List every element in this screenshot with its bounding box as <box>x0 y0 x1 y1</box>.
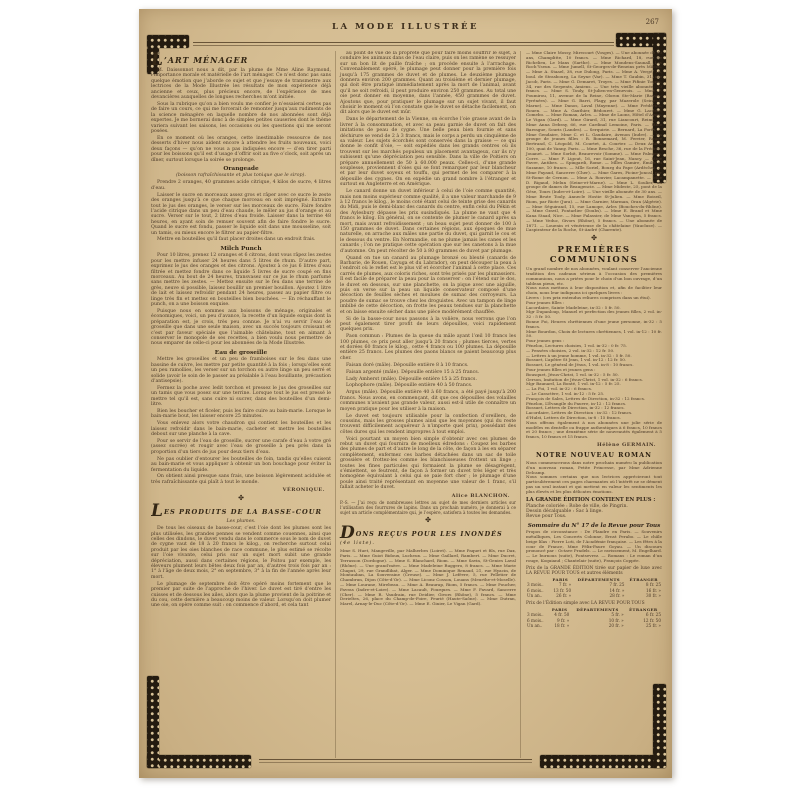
drop-cap: L <box>151 501 164 522</box>
communions-intro: Un grand nombre de nos abonnées, voulant conserver l’ancienne tradition des cadeaux sérieux à l’occasion des premières communions, nous a priées pour le choix d’un bon ouvrage, d’un tableau pieux, etc. Nous nous mettons à leur disposition et, afin de faciliter leur choix, nous leur indiquons ici quelques livres : Livres : (ces prix entendus reliures comprises dans un étui). <box>526 266 662 301</box>
sommaire-heading: Sommaire du N° 17 de la Revue pour Tous <box>527 522 661 529</box>
dons-list-number: (4e liste). <box>340 540 375 547</box>
orangeade-subtitle: (boisson rafraîchissante et plus tonique que le sirop). <box>176 173 306 179</box>
edition-simple-price-table: PARIS DÉPARTEMENTS ÉTRANGER 3 mois.. 4 fr. 50 5 fr. » 6 fr. 25 6 mois.. 9 fr. » 10 fr. » 12 fr. 50 Un an.. 18 fr. » 20 fr. » 25 fr. » <box>527 607 661 628</box>
nouveau-roman-paragraphs: Nous commencerons dans notre prochain numéro la publication d’un nouveau roman, Petite Princesse, par Mme Adrienne Delcamp. Nous sommes certains que nos lectrices apprécieront tout particulièrement ces pages charmantes où l’intérêt ne se dément pas un seul instant et qui mettent en valeur les sentiments les plus élevés et les plus délicates émotions. <box>526 459 662 494</box>
communions-closing: Nous offrons également à nos abonnées une jolie série de modèles en dentelle ou frappe authentiques à 6 francs, 10 francs et 20 francs ; une deuxième série de nouveautés également à 5 francs, 10 francs et 15 francs. <box>526 419 662 440</box>
drop-cap: L <box>151 51 164 70</box>
premieres-communions-heading: PREMIÈRES COMMUNIONS <box>549 245 639 266</box>
art-menager-paragraphs: M. Daissonnot nous a dit, par la plume de Mme Aline Raymond, l’importance morale et matérielle de l’art ménager. Ce n’est donc pas sans quelque émotion que j’aborde ce sujet et que j’essaye de transmettre aux lectrices de la Mode Illustrée les résultats de mon expérience déjà ancienne et ceux, plus précieux encore, de l’expérience de mes devancières auxquelles de longues recherches m’ont initiée. Sous la rubrique qu’on a bien voulu me confier je n’essaierai certes pas de faire un cours, ce qui me forcerait de remonter jusqu’aux rudiments de la science ménagère en laquelle nombre de nos abonnées sont déjà expertes. Je me bornerai donc à de simples petites causeries dont le thème variera suivant les saisons, les occasions ou les questions qui me seront posées. En ce moment où les oranges, cette inestimable ressource de nos desserts d’hiver nous aident encore à attendre les fruits nouveaux, voici deux façons — qu’on ne vous a pas indiquées encore — d’en tirer parti pour les boissons qu’il est d’usage d’offrir soit au five o’clock, soit après un dîner, surtout lorsque la soirée se prolonge. <box>151 68 331 163</box>
donor-list: — Mme Claire Mossy, Mirecourt (Vosges). — Une abonnée de 40 ans, Champlitte, 10 francs. — Mme Richard, 18, rue de Richelieu, Le Mans (Sarthe). — Mme Mondens-Saunall, Les Roch’Yseux. — Mme Jumell, St-Georges-de-Reneins près Mâcon. — Mme A. Staael, 38, rue Dulong, Paris. — Mme A. Vergé, 16, boul. de Strasbourg, La Seyne (Var). — Mme T. Gaubin, 31, rue Jacob, Paris. — Mme G. Demaret, Troyes. — Mme Fifinie Touzin, 34, rue des Serpents, Amiens. — Une très vieille abonnée, 20 francs. — Mme S. Touly, St-Julien-en-Genevois. — Mme F. Poumirou, 11, avenue de la Reine, Oloron Ste-Marie (Basses-Pyrénées). — Mme G. Barri, Flagy, par Mazerole (Seine-et-Marne). — Mme Danos, Laval (Mayenne). — Mme Frédérick, Rouen. — Mme A. Gauthier, Bédouret. — Mme G. Lacoste, Comebo. — Mme Roman, Arles. — Mme de Laons, Hôtel d’Assas, Le Vigan (Gard). — Mme Girard, 31, rue Liancourt, Reims. — Mme Anna Debray, 66, rue Cardinal Lemoine, Paris. — Mme Barrague, Souris (Landes). — Serquirie. — Bernard, La Forêt. — Mme Gendaire, Mme C. et L. Gaudaire, Avenon (Indre). — Un groupe de jeunes filles : R. Bonnemard, M. Ferrier, Rouge Bertrand, C. Léopold, M. Courtet, A. Courter. — Deux Amies, 100, quai de Vanny, Paris. — Mme Besche, 36, rue de la Frédrée, Jouanet. — Mme Sorbit, Beaurevoir (Somme). — Mme Palmiers, Corre. — Mme F. Ligout, 16, rue Saint-Jean, Nancy. — Mme Favre, Antibes. — Spingardi, Rome. — Mlles Gamire, Émilie et Suzanne, 10 francs. — Mlle Soriel, Bourg du Pape (Ardèche). — Mme Fayaud, Sancerre (Cher). — Mme Gares, Picine-Joncal, par St-Rome de Cernon. — Mme A. Rouvier, Lacampanette. — Mlle D. Rigaud, Melun (Seine-et-Marne). — Mme L. Soulier, un groupe de dames de Beaugencie. — Mme Mideste, 25, pont de la Gése, Tours (Indre-et-Loire). — Une vieille abonnée de 30 ans. — Mme Brute Tooly, Annecle Hostie St-Julien. — Mme Boiseil, Riom, par Riote (Jura). — Mme Garnier, Marman, Oran (Algérie). — Mme Séguirand, 15, rue Lamope, Arles (Bouches-du-Rhône). — Mme Gravil, Fontarlier (Doubs). — Mme E. Brand et Mme Kana Staad, Nice. — Mme Falassier, de Mme Vanegon, 5 francs. — Mme Veduc, Givors (Rhône), 5 francs. — Une abonnée de 1871. — Louenin et vénérieuse de la châtelaine (Vaucluse). — L’aspirateur de la Roche, St-André (Charente). <box>526 51 662 233</box>
orangeade-heading: Orangeade <box>223 165 259 172</box>
grande-edition-price-table: PARIS DÉPARTEMENTS ÉTRANGER 3 mois.. 7 fr. » 7 fr. 25 8 fr. 25 6 mois.. 13 fr. 50 14 fr. » 16 fr. » Un an.. 26 fr. » 28 fr. » 30 fr. » <box>527 577 661 598</box>
dons-entries: Mme S. Huet, Mangeville, par Malherbes (Loiret). — Mme Paquet et fils, rue Dax, Paris. — Mme Guiot Bidoux, Lucheux. — Mme Gaillard, Rambert. — Mme Ducret, Terrasson (Dordogne). — Mme S. Blanchard, Riom. — Mme Savin, St-Genies Laval (Rhône). — Une grand’mère. — Mme Madeleine Ruggero, 8 francs. — Mme Marie Chaput, 29, rue Grandlibat, Alger. — Mme Dominique Renaud, 21, rue Hyacin, de Montauban, La Souveraine (Creuse). — Mme J. Lefèvre, 5, rue Pelletier de Chambrun, Dijon (Côte-d’Or). — Mme Liconz Cosson, Louans (Meurthe-et-Moselle). — Mme Lourane, Mirebeau. — Mme A. Beaurap, Riom, 5 francs. — Mme Poucher, Favras (Indre-et-Loire). — Mme Lacault, Fourques. — Mme F. Favard, Sancerre (Cher). — Mme R. Vaudrain, rue Deidier, Givors (Rhône), 5 francs. — Mme Derieltes, 26, place du Champ-de-Foire, Feurié (Haute-Saône). — Mme Dutran, Marel, Arnay-le-Duc (Côte-d’Or). — Mme E. Ginier, Le Vigan (Gard). <box>340 548 516 607</box>
magazine-page-scan <box>139 9 672 778</box>
basse-cour-paragraphs: De tous les oiseaux de basse-cour, c’est l’oie dont les plumes sont les plus utilisées, les grandes pennes se vendent comme couennes, ainsi que celles des dindons, le duvet vendu dans le commerce sous le nom de duvet de cygne vaut de 18 à 20 francs le kilog., on recherche surtout celui produit par les oies blanches de race commune, le plus estimé se récolte sur l’oie vivante, celui pris sur un sujet mort subit une grande dépréciation, aussi dans certaines régions, le Poitou par exemple, les éleveurs plument leurs bêtes deux fois par an, d’autres trois fois par an : 1° à l’âge de deux mois, 2° en septembre, 3° à la fin de l’année après leur mort. Le plumage de septembre doit être opéré moins fortement que le premier par suite de l’approche de l’hiver. Le duvet est tiré d’entre les cuisses et de dessous les ailes, alors que la plume provient de la poitrine et du cou, cette dernière a beaucoup moins de valeur. Lorsqu’on doit plumer une oie, on opère comme suit : on commence d’abord, et cela tant <box>151 526 331 609</box>
column-left <box>151 51 335 758</box>
art-menager-title: L’ART MÉNAGER <box>151 51 249 70</box>
grande-edition-items: Planche coloriée : Robe de ville, de Pingrin. Dessin décalquable : Sac à linge. Revue pour Tous. <box>526 503 628 520</box>
nouveau-roman-heading: NOTRE NOUVEAU ROMAN <box>536 450 652 459</box>
milch-punch-paragraphs: Pour 10 litres, prenez 12 oranges et 6 citrons, dont vous râpez les zestes pour les mettre infuser 24 heures dans 5 litres de rhum. D’autre part, exprimez le jus des oranges et des citrons. Ajoutez à ce jus 6 litres d’eau filtrée et mettez fondre dans ce liquide 5 livres de sucre coupé en fins morceaux. Au bout de 24 heures, transvasez sur ce jus le rhum parfumé sans mettre les zestes. — Mettez ensuite sur le feu dans une terrine de grès, neuve si possible, laissez bouillir un premier bouillon. Ajoutez 1 litre de lait et laissez refroidir pendant 24 heures, passez au papier filtre ou linge très fin et mettez en bouteilles bien bouchées. — En réchauffant le punch, on a une boisson exquise. Puisque nous en sommes aux boissons de ménage, originales et économiques, voici, un peu d’avance, la recette d’un liquide exquis dont la préparation est, je crois, très peu connue. Je n’ai vu servir l’eau de groseille que dans une seule maison, avec un succès toujours croissant et c’est par faveur spéciale que l’aimable châtelaine, tout en aimant à conserver le monopole de ses recettes, a bien voulu nous permettre de nous emparer de celle-ci pour les abonnées de la Mode Illustrée. <box>151 253 331 347</box>
eau-groseille-paragraphs: Mettre les groseilles et un peu de framboises sur le feu dans une bassine de cuivre, les mettre par petite quantité à la fois ; lorsqu’elles sont un peu ramollies, les verser sur un torchon ou autre linge un peu serré et solide (avoir le soin de le passer au préalable à l’eau bouillante, précaution d’antisepsie). Fermez la poche avec ledit torchon et pressez le jus des groseilles sur un tamis que vous posez sur une terrine. Lorsque tout le jus est pressé le mettre tel qu’il est, sans cuire ni sucrer, dans des bouteilles d’un demi-litre. Bien les boucher et ficeler, puis les faire cuire au bain-marie. Lorsque le bain-marie bout, les laisser encore 25 minutes. Vous enlevez alors votre chaudron qui contient les bouteilles et les laissez refroidir dans le bain-marie, cacheter et mettre les bouteilles debout sur une planche à la cave. Pour se servir de l’eau de groseille, sucrer une carafe d’eau à votre gré (assez sucrée) et rougir avec l’eau de groseille à peu près dans la proportion d’un tiers de jus pour deux tiers d’eau. Ne pas oublier d’entourer les bouteilles de foin, tandis qu’elles cuisent au bain-marie et vous appliquer à obtenir un bon bouchage pour éviter la fermentation du liquide. On obtient ainsi presque sans frais, une boisson légèrement acidulée et très rafraîchissante qui plaît à tout le monde. <box>151 357 331 485</box>
page-columns <box>151 51 662 758</box>
section-divider-ornament: ✤ <box>591 234 597 243</box>
drop-cap: D <box>340 523 356 544</box>
column-right <box>520 51 662 758</box>
basse-cour-continued-paragraphs: au point de vue de la propreté que pour faire moins souffrir le sujet, à conduire les animaux dans de l’eau claire, puis on les ramène se ressuyer sur un bon lit de paille fraîche ; on procède ensuite à l’arrachage. Convenablement opéré, le plumage peut donner pour la première fois jusqu’à 175 grammes de duvet et de plumes. Le deuxième plumage donnera environ 200 grammes. Quant au troisième et dernier plumage, qui doit être pratiqué immédiatement après la mort de l’animal, avant qu’il ne soit refroidi, il peut produire environ 250 grammes. Au total une oie peut donner en moyenne, dans l’année, 450 grammes de duvet. Ajoutons que, pour pratiquer le plumage sur un sujet vivant, il faut choisir le moment où l’on constate que le duvet se détache facilement, on dit alors que le duvet est mûr. Dans le département de la Vienne, on écorche l’oie grasse avant de la livrer à la consommation, et avec sa peau garnie de duvet on fait des imitations de peau de cygne. Une belle peau bien fournie et sans déchirure se vend de 2 à 3 francs, mais le corps a perdu un cinquième de sa valeur. Les sujets écorchés sont conservés dans la graisse — ce qui donne le confit d’oie, — soit expédiés dans les grands centres où ils trouvent sur les marchés populeux un placement avantageux, car ils n’y subissent qu’une dépréciation peu sensible. Dans la ville de Poitiers on prépare annuellement de 50 à 60.000 peaux. Celles-ci, d’une grande souplesse, proviennent d’oies qui se font remarquer par leur blancheur et par leur duvet soyeux et touffu, qui permet de les comparer à la dépouille des cygnes. On en expédie un grand nombre à l’étranger et surtout en Angleterre et en Amérique. Le canard donne un duvet inférieur à celui de l’oie comme quantité, mais non moins supérieur comme qualité, il a une valeur marchande de 9 à 12 francs le kilog., le moins coté étant celui de teinte grise des canards du Midi, puis le demi-blanc des canards du centre, enfin celui du Pékin et des Aylesbury dépasse les prix susindiqués. La plume ne vaut que 4 francs le kilog. En général, on se contente de plumer le canard après sa mort, mais avant refroidissement ; un beau sujet peut donner de 100 à 150 grammes de duvet. Dans certaines régions, aux époques de mue naturelle, on arrache aux mâles une partie du duvet, qui garnit le cou et le dessous du ventre. En Normandie, on ne plume jamais les canes et les canards ; l’on ne pratique cette opération que sur les canetons à la mue d’automne. On peut récolter de 50 à 80 grammes de duvet par plumage. Quand on tue un canard au plumage bronzé ou bleuté (canards de Barbarie, de Rouen, Cayuga et du Labrador), on peut découper la peau à l’endroit où le reflet est le plus vif et écorcher l’animal à cette place. Ces carrés de plumes, aux coloris riches, sont très prisés par les plumassiers. Il est facile de préparer la peau pour la conserver : on l’étend sur le dos, le duvet en dessous, sur une planchette, on la pique avec une aiguille, puis on verse sur la peau un liquide conservateur composé d’une décoction de feuilles sèches et moulues de sumac des corroyeurs. La poudre de sumac se trouve chez les droguistes. Avec un tampon de linge imbibé de cette décoction, on frotte les peaux tendues sur la planchette et on laisse ensuite sécher dans une pièce modérément chauffée. Si de la basse-cour nous passons à la volière, nous verrons que l’on peut également tirer profit de leurs dépouilles, voici rapidement quelques prix. Paon commun : Plumes de la queue du mâle ayant l’œil 10 francs les 100 plumes, ce prix peut aller jusqu’à 20 francs ; plumes tierces, vertes et dorées 60 francs le kilog., cette 4 francs ou 100 plumes. La dépouille entière 25 francs. Les plumes des paons blancs se paient beaucoup plus cher. Faisan doré (mâle). Dépouille entière 8 à 10 francs. Faisan argenté (mâle). Dépouille entière 15 à 25 francs. Lady Amherst (mâle). Dépouille entière 15 à 25 francs. Lophophore (mâle). Dépouille entière 40 à 50 francs. Argus (mâle). Dépouille entière 40 à 60 francs, a été payé jusqu’à 200 francs. Nous avons, en commençant, dit que ces dépouilles des volailles communes n’avaient pas grande valeur, aussi est-il utile de connaître un moyen pratique pour les utiliser à la maison. Le duvet est toujours utilisable pour la confection d’oreillers, de coussins, mais les grosses plumes ainsi que les moyennes (qui du reste trouvent difficilement acquéreur à n’importe quel prix), possédant des côtes dures qui les rendent impropres à tout emploi. Voici pourtant un moyen bien simple d’obtenir avec ces plumes de rebut un duvet qui fournira de moelleux édredons : Coupez les barbes des plumes de part et d’autre le long de la côte, de façon à les en séparer complètement, enfermez ces barbes détachées dans un sac de toile grossière et frottez-les comme les blanchisseuses frottent un linge ; toutes les fines particules qui formaient la plume se désagrègent, s’émiettent, se feutrent, de façon à former un duvet très léger et très homogène équivalant à celui qui se paie fort cher ; le plumage d’une poule ainsi traité représentant en moyenne une valeur de 1 franc, s’il fallait acheter le duvet. <box>340 51 516 491</box>
grande-edition-heading: LA GRANDE ÉDITION CONTIENT EN PLUS : <box>526 496 656 503</box>
veronique-signature: VÉRONIQUE. <box>282 487 325 494</box>
postscript: P.-S. — J’ai reçu de nombreuses lettres au sujet de mes derniers articles sur l’utilisation des fourrures de lapins. Dans un prochain numéro, je donnerai à ce sujet un article complémentaire qui, je l’espère, satisfera à toutes les demandes. <box>340 499 516 515</box>
top-rule <box>193 42 614 46</box>
page-number: 267 <box>645 18 659 26</box>
edition-simple-price-title: Prix de l’Édition simple avec LA REVUE POUR TOUS <box>526 601 645 607</box>
germain-signature: Hélène GERMAIN. <box>596 441 656 448</box>
dons-inondes-title: DONS REÇUS POUR LES INONDÉS (4e liste). <box>340 523 503 547</box>
eau-groseille-heading: Eau de groseille <box>214 349 268 356</box>
basse-cour-subtitle: Les plumes. <box>226 519 256 525</box>
orangeade-paragraphs: Prendre 2 oranges, 40 grammes acide citrique, 4 kilos de sucre, 4 litres d’eau. Laisser le sucre en morceaux assez gros et râper avec ce sucre le zeste des oranges jusqu’à ce que chaque morceau en soit imprégné. Extraire tout le jus des oranges, le verser sur les morceaux de sucre. Faire fondre l’acide citrique dans un peu d’eau chaude, le mêler au jus d’orange et au sucre. Verser sur le tout, 2 litres d’eau froide. Laisser dans la terrine 48 heures, en ayant soin de remuer souvent afin de faire fondre le sucre. Quand le sucre est fondu, passer le liquide soit dans une mousseline, soit un tamis, ou mieux encore le filtrer au papier-filtre. Mettre en bouteilles qu’il faut placer droites dans un endroit frais. <box>151 180 331 243</box>
basse-cour-title: LES PRODUITS DE LA BASSE-COUR <box>151 501 322 522</box>
column-middle <box>335 51 520 758</box>
section-divider-ornament: ✤ <box>425 516 431 525</box>
blanchon-signature: Alice BLANCHON. <box>451 492 510 499</box>
section-divider-ornament: ✤ <box>238 494 244 503</box>
milch-punch-heading: Milch Punch <box>220 245 262 252</box>
bottom-rule <box>259 759 532 763</box>
sommaire-text: Propos de circonstance : De Flandre en Paris. — Souvenirs métalliques, Les Concerts Colonne, Ernst Perabo. — Le châle beige lilas : Pierre Loti, de l’Académie française. — Les fêtes à la cour de France, Mme Félix-Faure Goyau. — Un discours prononcé par : Octave Pradels. — Le ravissement, M. Engelhard. — Le burnous (suite), Pontsevrez. — Romans : Le roman d’un rouge, Koquiand ; Chantelair (suite), François Coppée. <box>526 529 662 564</box>
journal-title: LA MODE ILLUSTRÉE <box>331 22 479 32</box>
grande-edition-price-title: Prix de la GRANDE ÉDITION tirée sur papier de luxe avec LA REVUE POUR TOUS et autres éléments <box>526 565 662 577</box>
communions-book-list: Pour jeunes filles : Lacordaire, Sainte Madeleine, in-32 : 5 fr. 50. Mgr Dupanloup, Manuel et perfection des jeunes filles, 2 vol. in-32 : 5 fr. 50. Bonne Foi, Heures chrétiennes d’une jeune personne, in-32 : 5 francs. Mme Bourdon, Choix de lectures chrétiennes, 1 vol. in-12 : 10 fr. 50. Pour jeunes gens : Fénelon, Lectures choisies, 1 vol. in-32 : 0 fr. 75. — Pensées choisies, 2 vol. in-32 : 12 fr. 50. — Lettres à un jeune homme, 1 vol. in-32 : 5 fr. 50. Bossuet, L’apôtre St Jean, 1 vol. in-12 : 12 fr. 50. Bossuet, Le général de Jésus, 1 vol. in-8 : 10 francs. Pour jeunes filles et jeunes gens : Bousquet, Jésus-Christ, 1 vol. in-32 : 5 fr. 50. Gerson, Imitation de Jésus-Christ, 1 vol. in-32 : 6 francs. Mgr Baunard, La Bonté, 1 vol. in-12 : 5 fr. 25. — La Foi, 1 vol. in-32 : 6 francs. — Le Caractère, 1 vol. in-12 : 5 fr. 25. François de Sales, Lettres de Direction, in-32 : 12 francs. Fénelon, L’Évangile du Pauvre, in-12 : 12 francs. Bossuet, Lettres de Direction, in-32 : 12 francs. Lacordaire, Lettres de Direction : in-32 : 12 francs. d’Hulst, Lettres de Direction, in-8 : 15 francs. <box>526 299 662 420</box>
corner-ornament-top-left <box>147 35 189 48</box>
